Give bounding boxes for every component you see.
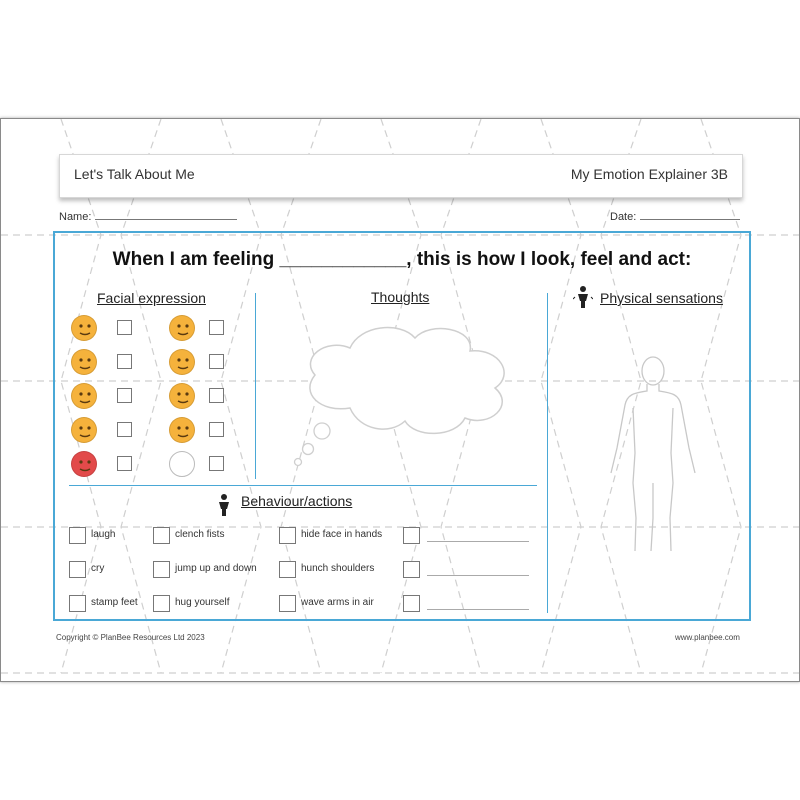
person-icon: [215, 493, 233, 517]
angry-emoji-icon: [71, 451, 97, 477]
action-label: cry: [91, 563, 105, 574]
facial-expression-title: Facial expression: [97, 290, 206, 306]
blank-checkbox[interactable]: [209, 456, 224, 471]
website-link[interactable]: www.planbee.com: [675, 633, 740, 642]
action-label: laugh: [91, 529, 116, 540]
copyright: Copyright © PlanBee Resources Ltd 2023: [56, 633, 205, 642]
name-field[interactable]: [59, 209, 237, 223]
body-outline-icon[interactable]: [603, 353, 703, 558]
action-label: clench fists: [175, 529, 225, 540]
divider-left: [255, 293, 256, 479]
laughing-checkbox[interactable]: [117, 320, 132, 335]
name-label: Name:: [59, 211, 92, 223]
divider-right: [547, 293, 548, 613]
custom-action-checkbox[interactable]: [403, 561, 420, 578]
action-checkbox[interactable]: [279, 527, 296, 544]
page-header: [59, 154, 743, 198]
slight-smile-checkbox[interactable]: [117, 388, 132, 403]
header-left-title: Let's Talk About Me: [74, 166, 195, 182]
action-checkbox[interactable]: [69, 527, 86, 544]
action-checkbox[interactable]: [279, 595, 296, 612]
worried-checkbox[interactable]: [209, 422, 224, 437]
worksheet: [0, 118, 800, 682]
divider-horizontal: [69, 485, 537, 486]
date-line[interactable]: [640, 209, 740, 220]
surprised-emoji-icon: [169, 383, 195, 409]
action-label: hide face in hands: [301, 529, 383, 540]
action-label: wave arms in air: [301, 597, 374, 608]
custom-action-checkbox[interactable]: [403, 595, 420, 612]
person-icon: [573, 285, 593, 309]
action-label: hug yourself: [175, 597, 230, 608]
custom-action-checkbox[interactable]: [403, 527, 420, 544]
action-checkbox[interactable]: [69, 561, 86, 578]
behaviour-title: Behaviour/actions: [241, 493, 353, 509]
question-heading: When I am feeling ____________, this is how I look, feel and act:: [112, 249, 692, 270]
worried-emoji-icon: [169, 417, 195, 443]
header-right-title: My Emotion Explainer 3B: [570, 166, 728, 182]
emotion-box: [53, 231, 751, 621]
custom-action-line[interactable]: [427, 609, 529, 610]
smiling-emoji-icon: [71, 349, 97, 375]
custom-action-line[interactable]: [427, 541, 529, 542]
action-label: hunch shoulders: [301, 563, 375, 574]
crying-checkbox[interactable]: [117, 422, 132, 437]
shocked-checkbox[interactable]: [209, 354, 224, 369]
grimacing-emoji-icon: [169, 315, 195, 341]
angry-checkbox[interactable]: [117, 456, 132, 471]
laughing-emoji-icon: [71, 315, 97, 341]
action-checkbox[interactable]: [279, 561, 296, 578]
action-label: stamp feet: [91, 597, 138, 608]
action-label: jump up and down: [175, 563, 257, 574]
name-line[interactable]: [95, 209, 237, 220]
grimacing-checkbox[interactable]: [209, 320, 224, 335]
action-checkbox[interactable]: [153, 527, 170, 544]
physical-sensations-title: Physical sensations: [600, 290, 723, 306]
slight-smile-emoji-icon: [71, 383, 97, 409]
shocked-emoji-icon: [169, 349, 195, 375]
surprised-checkbox[interactable]: [209, 388, 224, 403]
action-checkbox[interactable]: [153, 561, 170, 578]
action-checkbox[interactable]: [69, 595, 86, 612]
date-field[interactable]: [610, 209, 740, 223]
custom-action-line[interactable]: [427, 575, 529, 576]
action-checkbox[interactable]: [153, 595, 170, 612]
thoughts-title: Thoughts: [371, 289, 430, 305]
thought-cloud-icon[interactable]: [280, 313, 530, 473]
blank-emoji-icon: [169, 451, 195, 477]
smiling-checkbox[interactable]: [117, 354, 132, 369]
date-label: Date:: [610, 211, 637, 223]
crying-emoji-icon: [71, 417, 97, 443]
